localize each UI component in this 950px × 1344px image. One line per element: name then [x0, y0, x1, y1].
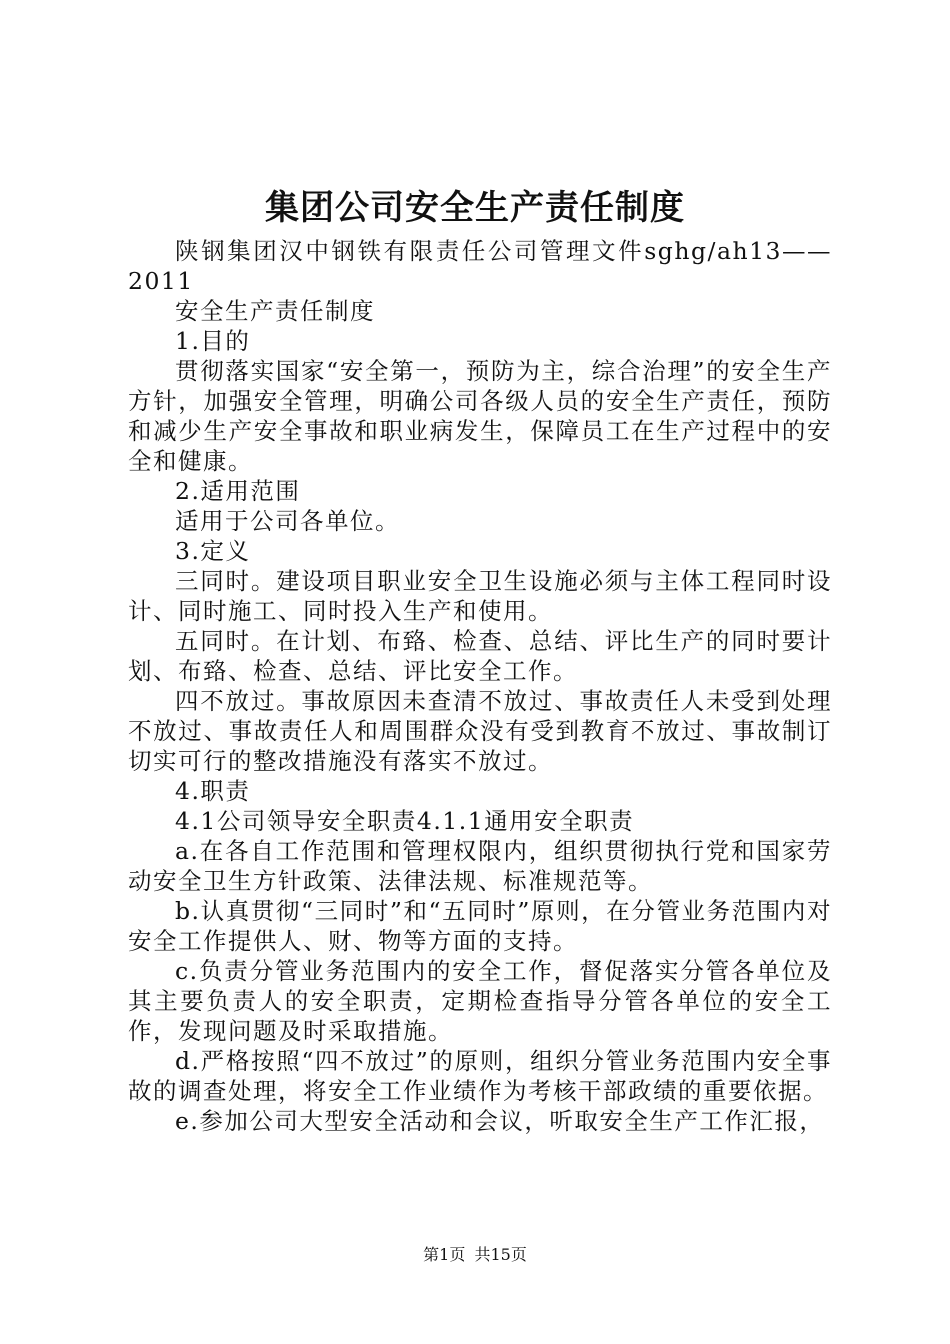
list-item-d: d.严格按照“四不放过”的原则，组织分管业务范围内安全事故的调查处理，将安全工作业绩作为考核干部政绩的重要依据。 — [128, 1047, 832, 1105]
paragraph-three-simultaneous: 三同时。建设项目职业安全卫生设施必须与主体工程同时设计、同时施工、同时投入生产和使用。 — [128, 567, 832, 625]
section-heading-responsibilities: 4.职责 — [175, 777, 251, 805]
paragraph-four-not-let-go: 四不放过。事故原因未查清不放过、事故责任人未受到处理不放过、事故责任人和周围群众没有受到教育不放过、事故制订切实可行的整改措施没有落实不放过。 — [128, 687, 832, 775]
section-heading-scope: 2.适用范围 — [175, 477, 301, 505]
list-item-b: b.认真贯彻“三同时”和“五同时”原则，在分管业务范围内对安全工作提供人、财、物等方面的支持。 — [128, 897, 832, 955]
section-heading-definitions: 3.定义 — [175, 537, 251, 565]
section-heading-purpose: 1.目的 — [175, 327, 251, 355]
paragraph-subtitle: 安全生产责任制度 — [175, 297, 375, 325]
page-number: 第1页 — [423, 1245, 466, 1264]
subsection-heading-leadership: 4.1公司领导安全职责4.1.1通用安全职责 — [175, 807, 635, 835]
page-title: 集团公司安全生产责任制度 — [265, 188, 685, 228]
page-footer — [0, 1244, 950, 1266]
page-total: 共15页 — [474, 1245, 527, 1264]
document-body — [128, 236, 832, 1136]
list-item-c: c.负责分管业务范围内的安全工作，督促落实分管各单位及其主要负责人的安全职责，定期检查指导分管各单位的安全工作，发现问题及时采取措施。 — [128, 957, 832, 1045]
paragraph-header-line: 陕钢集团汉中钢铁有限责任公司管理文件sghg/ah13——2011 — [128, 237, 832, 295]
list-item-e: e.参加公司大型安全活动和会议，听取安全生产工作汇报， — [175, 1107, 825, 1135]
list-item-a: a.在各自工作范围和管理权限内，组织贯彻执行党和国家劳动安全卫生方针政策、法律法规、标准规范等。 — [128, 837, 832, 895]
paragraph-scope: 适用于公司各单位。 — [175, 507, 400, 535]
paragraph-purpose: 贯彻落实国家“安全第一，预防为主，综合治理”的安全生产方针，加强安全管理，明确公司各级人员的安全生产责任，预防和减少生产安全事故和职业病发生，保障员工在生产过程中的安全和健康。 — [128, 357, 832, 475]
paragraph-five-simultaneous: 五同时。在计划、布臵、检查、总结、评比生产的同时要计划、布臵、检查、总结、评比安全工作。 — [128, 627, 832, 685]
